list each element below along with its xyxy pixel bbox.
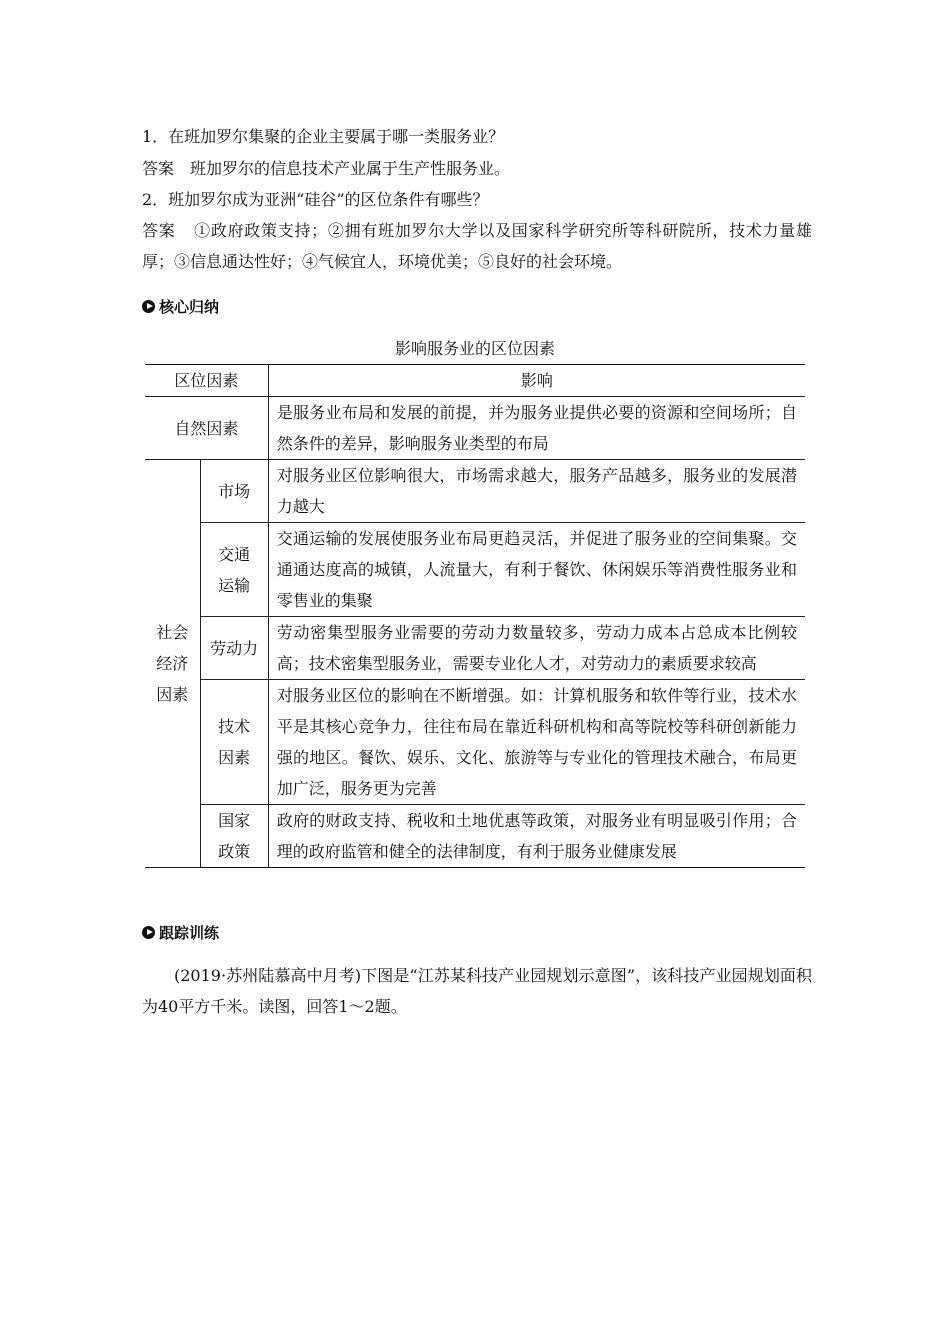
location-factors-table: [145, 364, 805, 868]
question-1: 1．在班加罗尔集聚的企业主要属于哪一类服务业？: [142, 127, 505, 146]
section-heading-practice: [142, 922, 219, 943]
factor-policy: 国家政策: [200, 805, 268, 868]
factor-market: 市场: [200, 460, 268, 523]
header-influence: 影响: [268, 365, 805, 397]
influence-labor: 劳动密集型服务业需要的劳动力数量较多，劳动力成本占总成本比例较高；技术密集型服务业，需要专业化人才，对劳动力的素质要求较高: [268, 617, 805, 680]
play-triangle-icon: [142, 300, 155, 313]
table-row: [145, 680, 805, 805]
influence-natural: 是服务业布局和发展的前提，并为服务业提供必要的资源和空间场所；自然条件的差异，影响服务业类型的布局: [268, 397, 805, 460]
answer-1: [142, 158, 510, 180]
table-row: [145, 805, 805, 868]
table-header-row: [145, 365, 805, 397]
header-factor: 区位因素: [145, 365, 268, 397]
influence-technology: 对服务业区位的影响在不断增强。如：计算机服务和软件等行业，技术水平是其核心竞争力，往往布局在靠近科研机构和高等院校等科研创新能力强的地区。餐饮、娱乐、文化、旅游等与专业化的管理技术融合，布局更加广泛，服务更为完善: [268, 680, 805, 805]
answer-2: [142, 215, 812, 277]
factor-natural: 自然因素: [145, 397, 268, 460]
table-row: [145, 617, 805, 680]
table-row: [145, 397, 805, 460]
answer-text: 班加罗尔的信息技术产业属于生产性服务业。: [190, 159, 511, 178]
factor-labor: 劳动力: [200, 617, 268, 680]
section-title: 核心归纳: [159, 298, 220, 316]
table-row: [145, 460, 805, 523]
table-row: [145, 523, 805, 617]
exercise-intro: (2019·苏州陆慕高中月考)下图是“江苏某科技产业园规划示意图”，该科技产业园规划面积为40平方千米。读图，回答1～2题。: [142, 966, 812, 1016]
influence-policy: 政府的财政支持、税收和土地优惠等政策，对服务业有明显吸引作用；合理的政府监管和健全的法律制度，有利于服务业健康发展: [268, 805, 805, 868]
play-triangle-icon: [142, 926, 155, 939]
answer-label: 答案: [142, 221, 176, 240]
answer-label: 答案: [142, 159, 175, 178]
section-heading-core: [142, 296, 219, 317]
question-2: 2．班加罗尔成为亚洲“硅谷”的区位条件有哪些？: [142, 190, 489, 209]
factor-transport: 交通运输: [200, 523, 268, 617]
influence-transport: 交通运输的发展使服务业布局更趋灵活，并促进了服务业的空间集聚。交通通达度高的城镇，人流量大，有利于餐饮、休闲娱乐等消费性服务业和零售业的集聚: [268, 523, 805, 617]
section-title: 跟踪训练: [159, 924, 220, 942]
factor-social-economic: 社会经济因素: [145, 460, 200, 868]
influence-market: 对服务业区位影响很大，市场需求越大，服务产品越多，服务业的发展潜力越大: [268, 460, 805, 523]
answer-text: ①政府政策支持；②拥有班加罗尔大学以及国家科学研究所等科研院所，技术力量雄厚；③信息通达性好；④气候宜人，环境优美；⑤良好的社会环境。: [142, 221, 812, 271]
factor-technology: 技术因素: [200, 680, 268, 805]
table-caption: 影响服务业的区位因素: [394, 339, 555, 358]
